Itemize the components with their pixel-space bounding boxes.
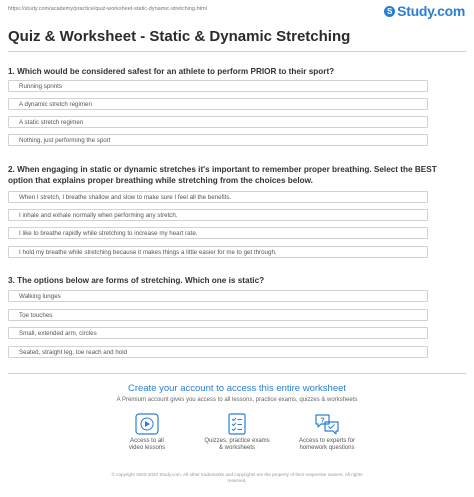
q1-option-c[interactable]: A static stretch regimen (8, 116, 428, 128)
q3-option-b[interactable]: Toe touches (8, 309, 428, 321)
logo-badge-icon: S (384, 6, 395, 17)
question-2-line-1: 2. When engaging in static or dynamic stretches it's important to remember proper breathing. Select the BEST (8, 165, 437, 174)
page-title: Quiz & Worksheet - Static & Dynamic Stretching (8, 28, 351, 45)
feature-experts[interactable] (287, 413, 367, 452)
cta-divider (8, 373, 466, 374)
q2-option-a[interactable]: When I stretch, I breathe shallow and slow to make sure I feel all the benefits. (8, 191, 428, 203)
q3-option-d[interactable]: Seated, straight leg, toe reach and hold (8, 346, 428, 358)
feature-video-lessons[interactable] (107, 413, 187, 452)
page-url: https://study.com/academy/practice/quiz-worksheet-static-dynamic-stretching.html (8, 6, 207, 12)
question-2-line-2: option that explains proper breathing while stretching from the choices below. (8, 176, 313, 185)
feature-video-label: Access to all video lessons (128, 438, 166, 451)
q3-option-a[interactable]: Walking lunges (8, 290, 428, 302)
title-divider (8, 51, 466, 52)
question-2 (8, 164, 462, 186)
study-logo[interactable] (384, 3, 465, 19)
feature-quizzes-label: Quizzes, practice exams & worksheets (204, 438, 270, 451)
q1-option-b[interactable]: A dynamic stretch regimen (8, 98, 428, 110)
svg-text:?: ? (320, 417, 325, 425)
q2-option-b[interactable]: I inhale and exhale normally when performing any stretch. (8, 209, 428, 221)
feature-quizzes[interactable] (197, 413, 277, 452)
logo-text: Study.com (397, 3, 465, 19)
question-3: 3. The options below are forms of stretching. Which one is static? (8, 276, 265, 285)
chat-bubbles-icon (314, 413, 340, 435)
top-bar (0, 0, 474, 20)
q2-option-d[interactable]: I hold my breathe while stretching because it makes things a little easier for me to get through. (8, 246, 428, 258)
feature-experts-label: Access to experts for homework questions (298, 438, 356, 451)
q1-option-a[interactable]: Running sprints (8, 80, 428, 92)
cta-subtitle: A Premium account gives you access to all lessons, practice exams, quizzes & worksheets (116, 397, 358, 403)
q2-option-c[interactable]: I like to breathe rapidly while stretching to increase my heart rate. (8, 227, 428, 239)
question-1: 1. Which would be considered safest for an athlete to perform PRIOR to their sport? (8, 67, 335, 76)
q1-option-d[interactable]: Nothing, just performing the sport (8, 134, 428, 146)
q3-option-c[interactable]: Small, extended arm, circles (8, 327, 428, 339)
copyright-footer: © copyright 2003-2020 Study.com. All other trademarks and copyrights are the property of their respective owners. All rights reserved. (111, 472, 363, 483)
video-play-icon (135, 413, 159, 435)
cta-title[interactable]: Create your account to access this entire worksheet (127, 383, 347, 394)
quiz-checklist-icon (225, 413, 249, 435)
